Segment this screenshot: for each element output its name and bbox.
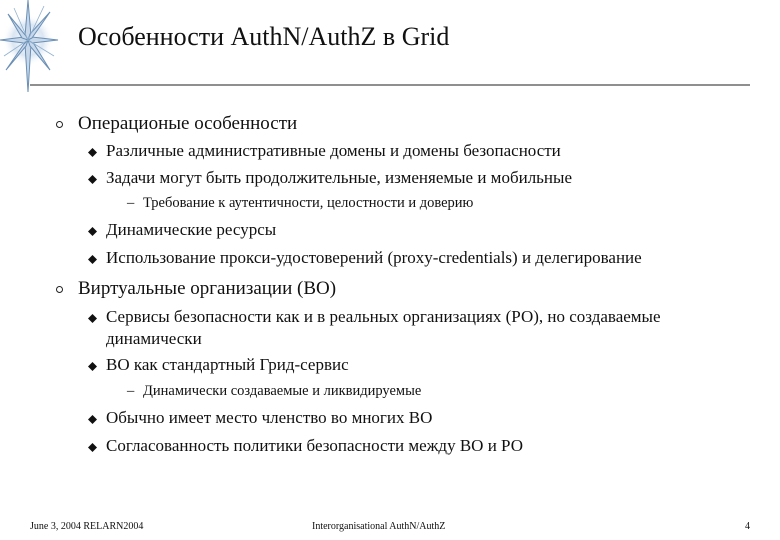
sub-bullet-security-services-line2: динамически — [106, 329, 202, 348]
diamond-bullet-icon — [88, 362, 97, 371]
sub-bullet-dynamic-resources: Динамические ресурсы — [106, 220, 277, 239]
sub-sub-bullet-trust: Требование к аутентичности, целостности и доверию — [143, 195, 474, 211]
sub-bullet-vo-grid-service: ВО как стандартный Грид-сервис — [106, 355, 349, 374]
bullet-operational-features: Операционые особенности — [78, 113, 298, 134]
hollow-circle-bullet-icon — [56, 121, 63, 128]
sub-bullet-domains: Различные административные домены и домены безопасности — [106, 141, 561, 160]
diamond-bullet-icon — [88, 227, 97, 236]
sub-sub-bullet-dynamic-creation: Динамически создаваемые и ликвидируемые — [143, 383, 422, 399]
sub-bullet-proxy-credentials: Использование прокси-удостоверений (proxy-credentials) и делегирование — [106, 248, 642, 267]
sub-bullet-membership: Обычно имеет место членство во многих ВО — [106, 408, 433, 427]
diamond-bullet-icon — [88, 415, 97, 424]
sub-bullet-tasks: Задачи могут быть продолжительные, изменяемые и мобильные — [106, 168, 572, 187]
diamond-bullet-icon — [88, 255, 97, 264]
diamond-bullet-icon — [88, 314, 97, 323]
diamond-bullet-icon — [88, 175, 97, 184]
dash-bullet-icon: – — [127, 383, 135, 399]
diamond-bullet-icon — [88, 148, 97, 157]
bullet-virtual-organizations: Виртуальные организации (ВО) — [78, 278, 337, 299]
footer-title: Interorganisational AuthN/AuthZ — [312, 521, 446, 532]
hollow-circle-bullet-icon — [56, 286, 63, 293]
page-number: 4 — [745, 521, 750, 532]
sub-bullet-security-services-line1: Сервисы безопасности как и в реальных организациях (РО), но создаваемые — [106, 307, 661, 326]
slide-title: Особенности AuthN/AuthZ в Grid — [78, 22, 450, 51]
footer-date: June 3, 2004 RELARN2004 — [30, 521, 144, 532]
dash-bullet-icon: – — [127, 195, 135, 211]
diamond-bullet-icon — [88, 443, 97, 452]
sub-bullet-policy-consistency: Согласованность политики безопасности между ВО и РО — [106, 436, 523, 455]
